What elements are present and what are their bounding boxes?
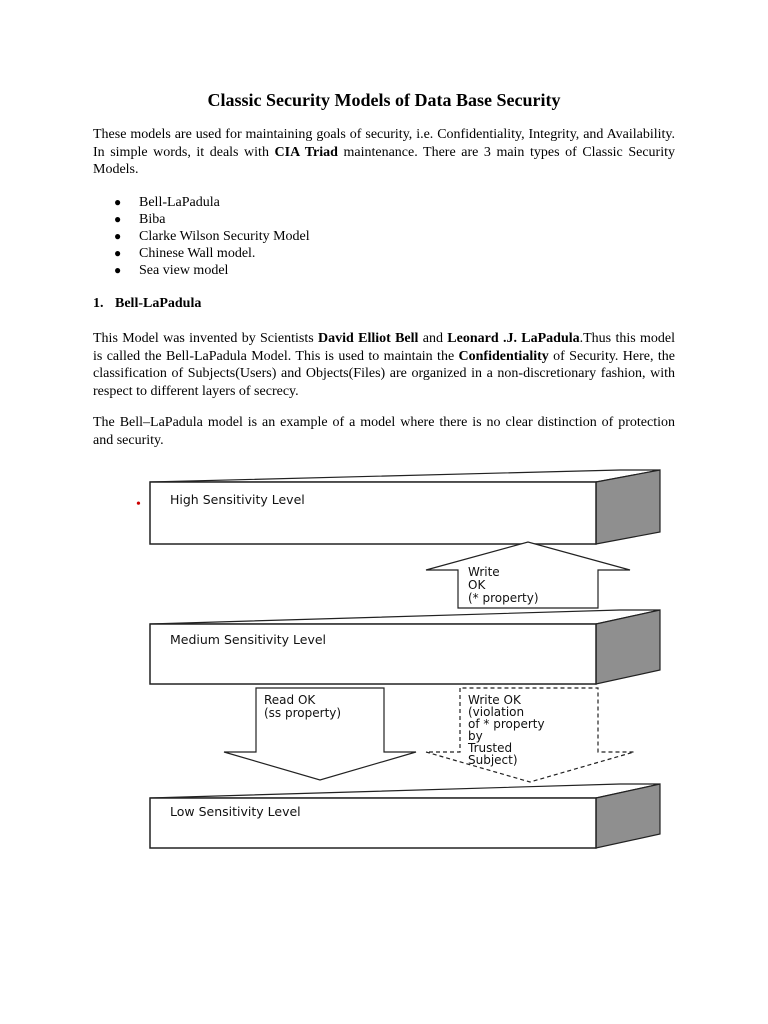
cia-triad-term: CIA Triad <box>274 144 338 160</box>
write-down-label-line1: Write OK <box>468 693 521 707</box>
medium-level-label: Medium Sensitivity Level <box>170 632 326 647</box>
low-level-label: Low Sensitivity Level <box>170 804 301 819</box>
write-up-arrow <box>426 542 630 608</box>
bullet-icon: ● <box>114 195 122 209</box>
bell-lapadula-paragraph: This Model was invented by Scientists David Elliot Bell and Leonard .J. LaPadula.Thus this model is called the Bell-LaPadula Model. This is used to maintain the Confidentiality of Security. Here, the classification of Subjects(Users) and Objects(Files) are organized in a non-discretionary fashion, with respect to different layers of secrecy. <box>93 331 675 399</box>
low-sensitivity-box <box>150 784 660 848</box>
write-down-dashed-arrow <box>426 688 634 782</box>
red-dot-marker: • <box>136 497 141 512</box>
bullet-icon: ● <box>114 263 122 277</box>
write-down-label-line4: by <box>468 729 483 743</box>
list-item: ● Clarke Wilson Security Model <box>114 229 310 244</box>
read-down-arrow <box>224 688 416 780</box>
read-down-label-line2: (ss property) <box>264 706 342 720</box>
write-down-label-line2: (violation <box>468 705 525 719</box>
read-down-label-line1: Read OK <box>264 693 316 707</box>
write-down-label-line6: Subject) <box>468 753 518 767</box>
high-level-label: High Sensitivity Level <box>170 492 305 507</box>
medium-sensitivity-box <box>150 610 660 684</box>
intro-paragraph: These models are used for maintaining goals of security, i.e. Confidentiality, Integrity, and Availability. In simple words, it deals with CIA Triad maintenance. There are 3 main types of Classic Security Models. <box>93 127 675 177</box>
list-item: ● Bell-LaPadula <box>114 195 220 210</box>
write-up-label-line1: Write <box>468 565 500 579</box>
bullet-icon: ● <box>114 212 122 226</box>
write-down-label-line5: Trusted <box>468 741 513 755</box>
distinction-paragraph: The Bell–LaPadula model is an example of a model where there is no clear distinction of protection and security. <box>93 415 675 448</box>
section-heading-bell-lapadula: 1. Bell-LaPadula <box>93 296 202 311</box>
list-item: ● Chinese Wall model. <box>114 246 256 261</box>
write-down-label-line3: of * property <box>468 717 545 731</box>
list-item: ● Biba <box>114 212 166 227</box>
write-up-label-line2: OK <box>468 578 486 592</box>
high-sensitivity-box <box>150 470 660 544</box>
bullet-icon: ● <box>114 229 122 243</box>
write-up-label-line3: (* property) <box>468 591 539 605</box>
bullet-icon: ● <box>114 246 122 260</box>
page-title: Classic Security Models of Data Base Security <box>207 90 561 110</box>
models-list <box>93 194 493 279</box>
bell-lapadula-diagram <box>130 462 670 852</box>
list-item: ● Sea view model <box>114 263 229 278</box>
